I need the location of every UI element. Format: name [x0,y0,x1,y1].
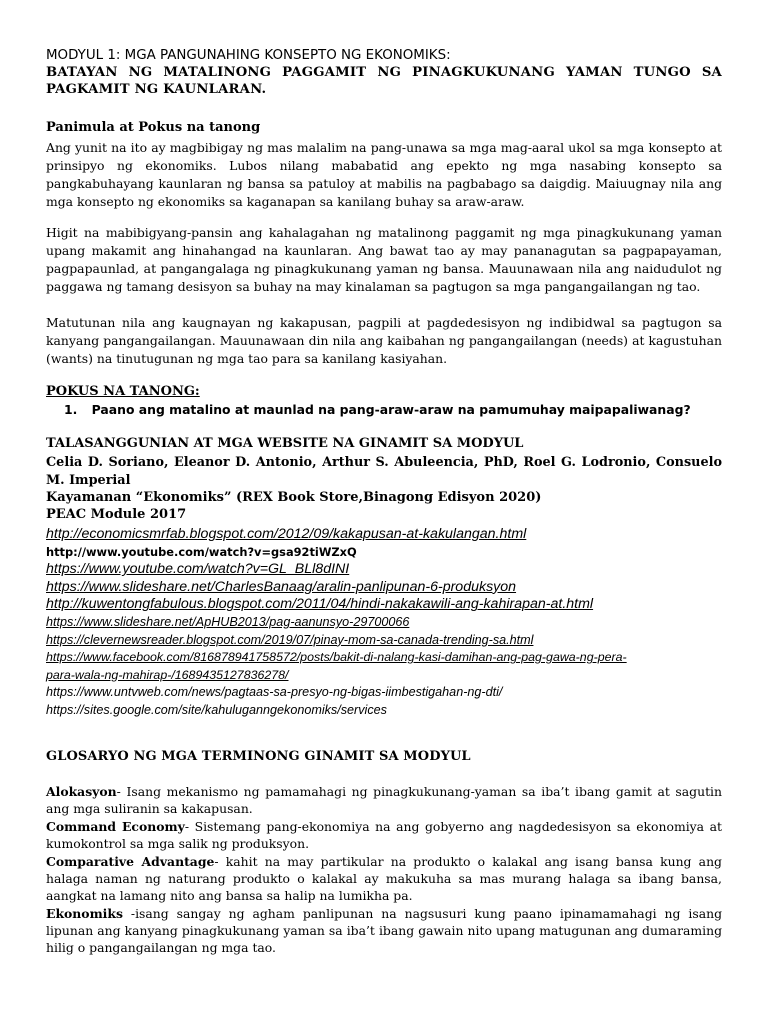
glossary-definition: - Isang mekanismo ng pamamahagi ng pinagkukunang-yaman sa iba’t ibang gamit at sagutin ang mga suliranin sa kakapusan. [46,784,722,817]
references-authors: Celia D. Soriano, Eleanor D. Antonio, Arthur S. Abuleencia, PhD, Roel G. Lodronio, Consuelo M. Imperial [46,455,722,488]
reference-link[interactable]: http://www.youtube.com/watch?v=gsa92tiWZxQ [46,544,357,559]
glossary-entry [46,905,722,956]
module-subtitle-line-2: PAGKAMIT NG KAUNLARAN. [46,82,267,97]
module-subtitle-line-1: BATAYAN NG MATALINONG PAGGAMIT NG PINAGKUKUNANG YAMAN TUNGO SA [46,65,722,80]
glossary-definition: -isang sangay ng agham panlipunan na nagsusuri kung paano ipinamamahagi ng isang lipunan ang kanyang pinagkukunang yaman sa iba’t ibang gawain nito upang matugunan ang dumaraming hilig o pangangailangan ng mga tao. [46,906,722,956]
glossary-entry [46,818,722,852]
pokus-question-text: Paano ang matalino at maunlad na pang-araw-araw na pamumuhay maipapaliwanag? [91,402,691,417]
reference-link[interactable]: para-wala-ng-mahirap-/1689435127836278/ [46,667,289,682]
reference-link[interactable]: http://economicsmrfab.blogspot.com/2012/09/kakapusan-at-kakulangan.html [46,526,527,542]
glossary-term: Command Economy [46,819,185,835]
glossary-term: Alokasyon [46,784,117,800]
reference-link[interactable]: https://www.slideshare.net/CharlesBanaag/aralin-panlipunan-6-produksyon [46,578,517,595]
reference-link[interactable]: https://clevernewsreader.blogspot.com/2019/07/pinay-mom-sa-canada-trending-sa.html [46,632,534,647]
intro-paragraph-2: Higit na mabibigyang-pansin ang kahalagahan ng matalinong paggamit ng mga pinagkukunang yaman upang makamit ang hinahangad na kaunlaran. Ang bawat tao ay may pananagutan sa pagpapayaman, pagpapaunlad, at pangangalaga ng pinagkukunang yaman ng bansa. Mauunawaan nila ang naidudulot ng paggawa ng tamang desisyon sa buhay na may kinalaman sa pagtugon sa mga pangangailangan ng tao. [46,225,722,295]
intro-paragraph-3: Matutunan nila ang kaugnayan ng kakapusan, pagpili at pagdedesisyon ng indibidwal sa pagtugon sa kanyang pangangailangan. Mauunawaan din nila ang kaibahan ng pangangailangan (needs) at kagustuhan (wants) na tinutugunan ng mga tao para sa kanilang kasiyahan. [46,315,722,367]
module-title: MODYUL 1: MGA PANGUNAHING KONSEPTO NG EKONOMIKS: [46,48,451,63]
intro-heading: Panimula at Pokus na tanong [46,120,261,135]
glossary-definition: - kahit na may partikular na produkto o kalakal ang isang bansa kung ang halaga naman ng naturang produkto o kalakal ay makukuha sa mas murang halaga sa ibang bansa, aangkat na lamang nito ang bansa sa halip na lumikha pa. [46,854,722,904]
glossary-definition: - Sistemang pang-ekonomiya na ang gobyerno ang nagdedesisyon sa ekonomiya at kumokontrol sa mga salik ng produksyon. [46,819,722,852]
reference-link[interactable]: https://sites.google.com/site/kahuluganngekonomiks/services [46,702,387,717]
reference-link[interactable]: https://www.facebook.com/816878941758572/posts/bakit-di-nalang-kasi-damihan-ang-pag-gawa-ng-pera- [46,650,627,665]
glossary-entry [46,853,722,904]
reference-links [46,526,736,720]
reference-link[interactable]: https://www.untvweb.com/news/pagtaas-sa-presyo-ng-bigas-iimbestigahan-ng-dti/ [46,685,503,700]
glossary-entry [46,783,722,817]
references-peac: PEAC Module 2017 [46,507,187,522]
pokus-heading: POKUS NA TANONG: [46,384,200,399]
pokus-question [64,402,691,417]
reference-link[interactable]: http://kuwentongfabulous.blogspot.com/2011/04/hindi-nakakawili-ang-kahirapan-at.html [46,596,594,613]
references-book: Kayamanan “Ekonomiks” (REX Book Store,Binagong Edisyon 2020) [46,490,542,505]
glossary-term: Ekonomiks [46,906,123,922]
pokus-question-number: 1. [64,402,78,417]
intro-paragraph-1: Ang yunit na ito ay magbibigay ng mas malalim na pang-unawa sa mga mag-aaral ukol sa mga konsepto at prinsipyo ng ekonomiks. Lubos nilang mababatid ang epekto ng mga nasabing konsepto sa pangkabuhayang kaunlaran ng bansa sa patuloy at mabilis na pagbabago sa daigdig. Maiuugnay nila ang mga konsepto ng ekonomiks sa kaganapan sa kanilang buhay sa araw-araw. [46,140,722,210]
module-subtitle [46,64,722,98]
references-heading: TALASANGGUNIAN AT MGA WEBSITE NA GINAMIT SA MODYUL [46,436,524,451]
glossary-heading: GLOSARYO NG MGA TERMINONG GINAMIT SA MODYUL [46,749,471,764]
reference-link[interactable]: https://www.youtube.com/watch?v=GL_BLl8dINI [46,561,350,578]
reference-link[interactable]: https://www.slideshare.net/ApHUB2013/pag-aanunsyo-29700066 [46,614,410,629]
glossary-term: Comparative Advantage [46,854,215,870]
